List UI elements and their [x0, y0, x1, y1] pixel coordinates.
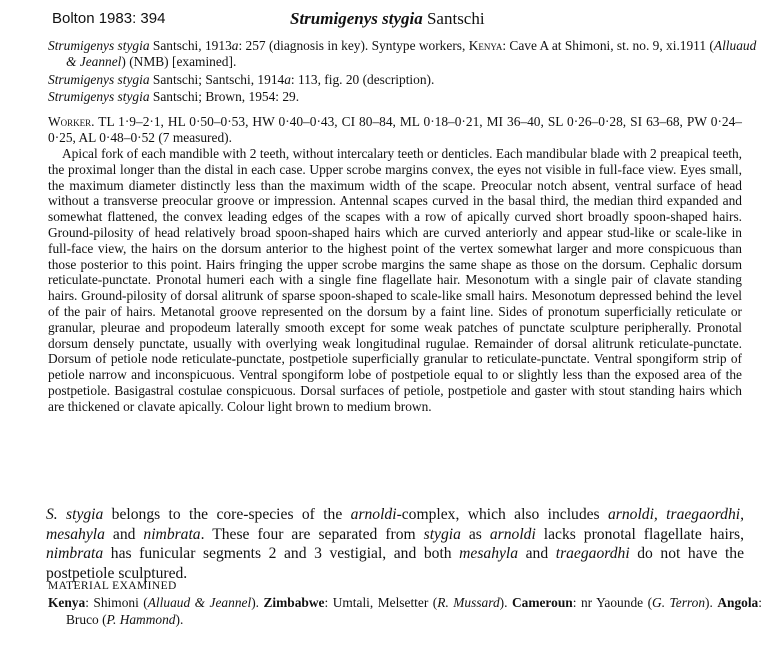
- material-heading: MATERIAL EXAMINED: [48, 580, 177, 592]
- heading-genus: Strumigenys: [290, 9, 378, 28]
- note-taxon: mesahyla: [459, 545, 519, 562]
- measurement-values: TL 1·9–2·1, HL 0·50–0·53, HW 0·40–0·43, CI 80–84, ML 0·18–0·21, MI 36–40, SL 0·26–0·28, SI 63–68, PW 0·24–0·25, AL 0·48–0·52 (7 measured).: [48, 114, 743, 145]
- material-locality: : Shimoni (: [85, 595, 148, 610]
- synonym-author: Santschi; Santschi, 1914: [152, 72, 285, 87]
- material-country: Zimbabwe: [263, 595, 325, 610]
- note-taxon: traegaordhi: [555, 545, 630, 562]
- material-text: ).: [175, 611, 184, 627]
- synonymy-entry-2: [48, 72, 758, 88]
- material-locality: : Bruco (: [66, 595, 762, 627]
- heading-author: Santschi: [426, 9, 485, 28]
- material-country: Kenya: [48, 595, 86, 610]
- material-country: Angola: [717, 595, 759, 610]
- synonym-author: Santschi; Brown, 1954: 29.: [152, 89, 300, 104]
- note-taxon: nimbrata: [46, 545, 104, 562]
- year-suffix: a: [231, 38, 239, 53]
- worker-label: Worker.: [48, 114, 95, 129]
- synonym-name: Strumigenys stygia: [48, 72, 150, 87]
- material-text: ).: [499, 595, 512, 610]
- note-taxon: S. stygia: [46, 506, 104, 523]
- material-text: ).: [251, 595, 264, 610]
- synonymy-entry-3: [48, 89, 758, 105]
- material-collector: G. Terron: [652, 595, 706, 610]
- note-taxon: nimbrata: [143, 525, 201, 543]
- note-text: has funicular segments 2 and 3 vestigial, and both: [103, 545, 460, 562]
- synonym-detail: : Cave A at Shimoni, st. no. 9, xi.1911 (: [502, 38, 714, 53]
- synonym-detail: : 113, fig. 20 (description).: [290, 72, 435, 87]
- heading-species: stygia: [382, 9, 423, 28]
- note-text: . These four are separated from: [200, 525, 424, 543]
- note-text: lacks pronotal flagellate hairs,: [535, 525, 744, 543]
- synonym-name: Strumigenys stygia: [48, 89, 150, 104]
- synonymy-entry-1: [48, 38, 758, 70]
- year-suffix: a: [284, 72, 291, 87]
- note-text: -complex, which also includes: [396, 506, 608, 523]
- synonym-name: Strumigenys stygia: [48, 38, 150, 53]
- material-locality: : nr Yaounde (: [572, 595, 653, 610]
- worker-measurements: [48, 114, 742, 146]
- synonym-country: Kenya: [468, 38, 503, 53]
- note-text: as: [460, 525, 490, 543]
- description-paragraph: Apical fork of each mandible with 2 teeth, without intercalary teeth or denticles. Each mandibular blade with 2 preapical teeth, the proximal longer than the distal in each case. Upper scrobe margins convex, the eyes not visible in full-face view. Eyes small, the maximum diameter distinctly less than the maximum width of the scape. Preocular notch absent, ventral surface of head without a transverse preocular groove or impression. Antennal scapes curved in the basal third, the median third expanded and somewhat flattened, the convex leading edges of the scapes with a row of apically curved short broadly spoon-shaped hairs. Ground-pilosity of head relatively broad spoon-shaped hairs which are curved anteriorly and appear stud-like or scale-like in full-face view, the hairs on the dorsum anterior to the highest point of the vertex somewhat larger and more conspicuous than those posterior to this point. Hairs fringing the upper scrobe margins the same shape as those on the dorsum. Cephalic dorsum reticulate-punctate. Pronotal humeri each with a single fine flagellate hair. Mesonotum with a single pair of clavate standing hairs. Ground-pilosity of dorsal alitrunk of sparse spoon-shaped to scale-like small hairs. Mesonotum depressed behind the level of the pair of hairs. Metanotal groove represented on the dorsum by a faint line. Sides of pronotum superficially reticulate or granular, pleurae and propodeum laterally smooth except for some weak patches of punctate sculpture peripherally. Pronotal dorsum densely punctate, usually with overlying weak longitudinal rugulae. Remainder of dorsal alitrunk reticulate-punctate. Dorsum of petiole node reticulate-punctate, postpetiole superficially granular to reticulate-punctate. Ventral spongiform strip of petiole narrow and inconspicuous. Ventral spongiform lobe of postpetiole equal to or slightly less than the exposed area of the postpetiole. Basigastral costulae conspicuous. Dorsal surfaces of petiole, postpetiole and gaster with stout standing hairs which are thickened or clavate apically. Colour light brown to medium brown.: [48, 146, 742, 414]
- synonym-author: Santschi, 1913: [152, 38, 232, 53]
- note-text: and: [518, 545, 556, 562]
- page-reference: Bolton 1983: 394: [52, 10, 166, 27]
- note-text: and: [104, 525, 144, 543]
- synonym-collector: Alluaud & Jeannel: [66, 38, 757, 69]
- synonym-detail: ) (NMB) [examined].: [121, 54, 237, 69]
- material-collector: P. Hammond: [106, 611, 176, 627]
- material-country: Cameroun: [511, 595, 573, 610]
- note-taxon: arnoldi, traegaordhi, mesahyla: [46, 506, 745, 543]
- material-collector: R. Mussard: [437, 595, 500, 610]
- material-locality: : Umtali, Melsetter (: [324, 595, 438, 610]
- note-text: belongs to the core-species of the: [103, 506, 351, 523]
- species-heading: [290, 9, 485, 29]
- notes-paragraph: [46, 505, 744, 583]
- synonym-detail: : 257 (diagnosis in key). Syntype workers,: [238, 38, 469, 53]
- note-text: do not have the postpetiole sculptured.: [46, 545, 744, 582]
- note-taxon: stygia: [423, 525, 461, 543]
- material-list: [48, 595, 762, 628]
- material-text: ).: [705, 595, 718, 610]
- material-collector: Alluaud & Jeannel: [147, 595, 252, 610]
- note-taxon: arnoldi: [350, 506, 397, 523]
- note-taxon: arnoldi: [489, 525, 536, 543]
